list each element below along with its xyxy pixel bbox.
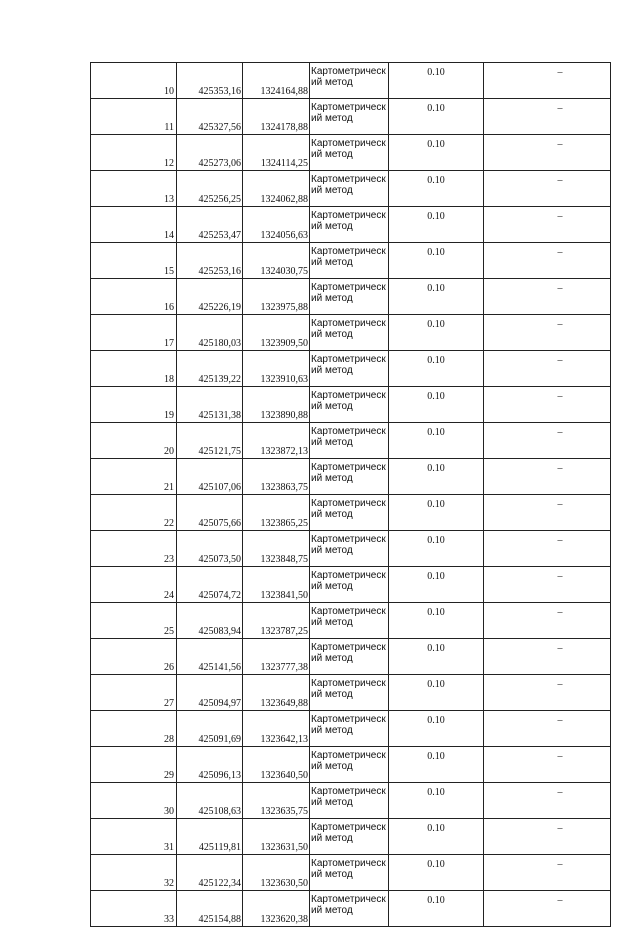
precision-cell: 0.10 — [389, 63, 484, 99]
note-cell — [484, 315, 611, 351]
note-value: – — [557, 535, 563, 546]
precision-cell: 0.10 — [389, 819, 484, 855]
note-cell — [484, 639, 611, 675]
note-cell — [484, 63, 611, 99]
note-cell — [484, 711, 611, 747]
point-number-cell: 26 — [91, 639, 177, 675]
method-cell: Картометрический метод — [310, 495, 389, 531]
precision-cell: 0.10 — [389, 639, 484, 675]
method-cell: Картометрический метод — [310, 63, 389, 99]
point-number-cell: 33 — [91, 891, 177, 927]
precision-cell: 0.10 — [389, 207, 484, 243]
note-value: – — [557, 427, 563, 438]
table-row — [91, 603, 611, 639]
table-row — [91, 639, 611, 675]
note-cell — [484, 423, 611, 459]
method-cell: Картометрический метод — [310, 855, 389, 891]
note-value: – — [557, 139, 563, 150]
note-value: – — [557, 895, 563, 906]
note-cell — [484, 99, 611, 135]
precision-cell: 0.10 — [389, 351, 484, 387]
table-row — [91, 387, 611, 423]
coordinate-x-cell: 425353,16 — [177, 63, 243, 99]
point-number-cell: 18 — [91, 351, 177, 387]
precision-cell: 0.10 — [389, 783, 484, 819]
note-cell — [484, 351, 611, 387]
table-row — [91, 99, 611, 135]
note-value: – — [557, 787, 563, 798]
note-cell — [484, 135, 611, 171]
table-row — [91, 243, 611, 279]
coordinate-y-cell: 1323910,63 — [243, 351, 310, 387]
coordinate-y-cell: 1323863,75 — [243, 459, 310, 495]
coordinate-x-cell: 425119,81 — [177, 819, 243, 855]
coordinate-x-cell: 425107,06 — [177, 459, 243, 495]
note-value: – — [557, 463, 563, 474]
point-number-cell: 27 — [91, 675, 177, 711]
table-row — [91, 423, 611, 459]
table-row — [91, 783, 611, 819]
point-number-cell: 22 — [91, 495, 177, 531]
point-number-cell: 20 — [91, 423, 177, 459]
coordinate-y-cell: 1324114,25 — [243, 135, 310, 171]
note-cell — [484, 855, 611, 891]
coordinate-x-cell: 425096,13 — [177, 747, 243, 783]
coordinate-y-cell: 1324056,63 — [243, 207, 310, 243]
precision-cell: 0.10 — [389, 603, 484, 639]
table-row — [91, 675, 611, 711]
precision-cell: 0.10 — [389, 675, 484, 711]
method-cell: Картометрический метод — [310, 531, 389, 567]
coordinate-y-cell: 1323649,88 — [243, 675, 310, 711]
coordinate-y-cell: 1323640,50 — [243, 747, 310, 783]
precision-cell: 0.10 — [389, 459, 484, 495]
precision-cell: 0.10 — [389, 711, 484, 747]
coordinate-x-cell: 425122,34 — [177, 855, 243, 891]
coordinate-x-cell: 425226,19 — [177, 279, 243, 315]
precision-cell: 0.10 — [389, 99, 484, 135]
coordinate-y-cell: 1323635,75 — [243, 783, 310, 819]
coordinate-x-cell: 425180,03 — [177, 315, 243, 351]
coordinate-y-cell: 1323620,38 — [243, 891, 310, 927]
note-value: – — [557, 319, 563, 330]
point-number-cell: 10 — [91, 63, 177, 99]
method-cell: Картометрический метод — [310, 783, 389, 819]
method-cell: Картометрический метод — [310, 603, 389, 639]
table-row — [91, 531, 611, 567]
method-cell: Картометрический метод — [310, 459, 389, 495]
coordinate-x-cell: 425273,06 — [177, 135, 243, 171]
table-row — [91, 207, 611, 243]
point-number-cell: 32 — [91, 855, 177, 891]
precision-cell: 0.10 — [389, 135, 484, 171]
note-cell — [484, 459, 611, 495]
method-cell: Картометрический метод — [310, 639, 389, 675]
note-cell — [484, 603, 611, 639]
note-cell — [484, 531, 611, 567]
table-row — [91, 63, 611, 99]
coordinate-x-cell: 425075,66 — [177, 495, 243, 531]
table-row — [91, 135, 611, 171]
coordinate-x-cell: 425131,38 — [177, 387, 243, 423]
note-cell — [484, 171, 611, 207]
note-cell — [484, 207, 611, 243]
note-cell — [484, 567, 611, 603]
method-cell: Картометрический метод — [310, 711, 389, 747]
coordinate-x-cell: 425094,97 — [177, 675, 243, 711]
coordinate-y-cell: 1324030,75 — [243, 243, 310, 279]
precision-cell: 0.10 — [389, 171, 484, 207]
point-number-cell: 25 — [91, 603, 177, 639]
precision-cell: 0.10 — [389, 855, 484, 891]
method-cell: Картометрический метод — [310, 243, 389, 279]
coordinate-x-cell: 425108,63 — [177, 783, 243, 819]
point-number-cell: 19 — [91, 387, 177, 423]
note-value: – — [557, 355, 563, 366]
method-cell: Картометрический метод — [310, 171, 389, 207]
precision-cell: 0.10 — [389, 495, 484, 531]
note-value: – — [557, 247, 563, 258]
note-cell — [484, 675, 611, 711]
note-cell — [484, 495, 611, 531]
method-cell: Картометрический метод — [310, 423, 389, 459]
note-value: – — [557, 499, 563, 510]
method-cell: Картометрический метод — [310, 819, 389, 855]
coordinate-x-cell: 425074,72 — [177, 567, 243, 603]
precision-cell: 0.10 — [389, 243, 484, 279]
coordinate-y-cell: 1323631,50 — [243, 819, 310, 855]
coordinate-x-cell: 425253,47 — [177, 207, 243, 243]
point-number-cell: 30 — [91, 783, 177, 819]
note-cell — [484, 387, 611, 423]
coordinate-y-cell: 1323975,88 — [243, 279, 310, 315]
note-value: – — [557, 175, 563, 186]
coordinate-y-cell: 1324178,88 — [243, 99, 310, 135]
note-value: – — [557, 751, 563, 762]
coordinate-y-cell: 1323841,50 — [243, 567, 310, 603]
table-row — [91, 279, 611, 315]
coordinate-y-cell: 1324062,88 — [243, 171, 310, 207]
precision-cell: 0.10 — [389, 747, 484, 783]
method-cell: Картометрический метод — [310, 351, 389, 387]
note-value: – — [557, 571, 563, 582]
table-row — [91, 819, 611, 855]
point-number-cell: 11 — [91, 99, 177, 135]
coordinates-table — [90, 62, 611, 927]
point-number-cell: 13 — [91, 171, 177, 207]
coordinate-y-cell: 1323642,13 — [243, 711, 310, 747]
note-value: – — [557, 715, 563, 726]
precision-cell: 0.10 — [389, 387, 484, 423]
table-row — [91, 891, 611, 927]
coordinate-y-cell: 1323872,13 — [243, 423, 310, 459]
table-row — [91, 351, 611, 387]
precision-cell: 0.10 — [389, 315, 484, 351]
point-number-cell: 14 — [91, 207, 177, 243]
coordinate-x-cell: 425091,69 — [177, 711, 243, 747]
point-number-cell: 29 — [91, 747, 177, 783]
note-value: – — [557, 67, 563, 78]
point-number-cell: 31 — [91, 819, 177, 855]
precision-cell: 0.10 — [389, 279, 484, 315]
method-cell: Картометрический метод — [310, 891, 389, 927]
method-cell: Картометрический метод — [310, 135, 389, 171]
coordinate-x-cell: 425073,50 — [177, 531, 243, 567]
coordinate-y-cell: 1323848,75 — [243, 531, 310, 567]
table-row — [91, 171, 611, 207]
coordinate-x-cell: 425083,94 — [177, 603, 243, 639]
coordinate-x-cell: 425121,75 — [177, 423, 243, 459]
method-cell: Картометрический метод — [310, 315, 389, 351]
precision-cell: 0.10 — [389, 423, 484, 459]
note-value: – — [557, 283, 563, 294]
method-cell: Картометрический метод — [310, 567, 389, 603]
coordinate-y-cell: 1323865,25 — [243, 495, 310, 531]
note-cell — [484, 747, 611, 783]
coordinate-x-cell: 425327,56 — [177, 99, 243, 135]
method-cell: Картометрический метод — [310, 207, 389, 243]
table-row — [91, 495, 611, 531]
point-number-cell: 12 — [91, 135, 177, 171]
table-row — [91, 855, 611, 891]
note-value: – — [557, 391, 563, 402]
table-row — [91, 567, 611, 603]
table-row — [91, 747, 611, 783]
note-cell — [484, 783, 611, 819]
coordinate-x-cell: 425154,88 — [177, 891, 243, 927]
point-number-cell: 17 — [91, 315, 177, 351]
note-value: – — [557, 859, 563, 870]
coordinate-y-cell: 1323890,88 — [243, 387, 310, 423]
note-cell — [484, 243, 611, 279]
coordinates-table-body — [91, 63, 611, 927]
coordinate-y-cell: 1323787,25 — [243, 603, 310, 639]
method-cell: Картометрический метод — [310, 675, 389, 711]
coordinate-x-cell: 425139,22 — [177, 351, 243, 387]
precision-cell: 0.10 — [389, 531, 484, 567]
note-cell — [484, 819, 611, 855]
coordinate-x-cell: 425256,25 — [177, 171, 243, 207]
note-value: – — [557, 643, 563, 654]
table-row — [91, 459, 611, 495]
coordinate-x-cell: 425253,16 — [177, 243, 243, 279]
point-number-cell: 24 — [91, 567, 177, 603]
note-cell — [484, 279, 611, 315]
method-cell: Картометрический метод — [310, 279, 389, 315]
precision-cell: 0.10 — [389, 567, 484, 603]
method-cell: Картометрический метод — [310, 747, 389, 783]
note-value: – — [557, 607, 563, 618]
note-cell — [484, 891, 611, 927]
note-value: – — [557, 679, 563, 690]
precision-cell: 0.10 — [389, 891, 484, 927]
coordinate-y-cell: 1323777,38 — [243, 639, 310, 675]
coordinate-y-cell: 1323909,50 — [243, 315, 310, 351]
note-value: – — [557, 103, 563, 114]
point-number-cell: 15 — [91, 243, 177, 279]
coordinate-y-cell: 1324164,88 — [243, 63, 310, 99]
point-number-cell: 16 — [91, 279, 177, 315]
point-number-cell: 28 — [91, 711, 177, 747]
note-value: – — [557, 823, 563, 834]
coordinate-x-cell: 425141,56 — [177, 639, 243, 675]
point-number-cell: 23 — [91, 531, 177, 567]
table-row — [91, 711, 611, 747]
note-value: – — [557, 211, 563, 222]
coordinate-y-cell: 1323630,50 — [243, 855, 310, 891]
table-row — [91, 315, 611, 351]
method-cell: Картометрический метод — [310, 99, 389, 135]
point-number-cell: 21 — [91, 459, 177, 495]
method-cell: Картометрический метод — [310, 387, 389, 423]
